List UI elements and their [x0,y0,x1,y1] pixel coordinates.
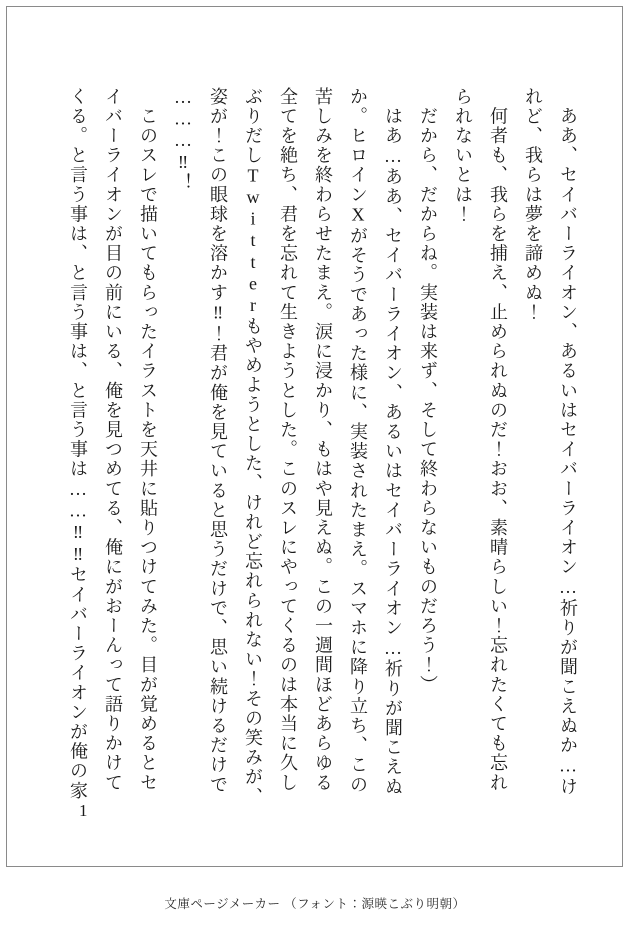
text-line: くる。と言う事は、と言う事は、と言う事は……‼‼セイバーライオンが俺の家 [68,87,88,801]
text-line: 何者も、我らを捕え、止められぬのだ！おお、素晴らしい！忘れたくても忘れ [488,87,508,793]
text-line: はあ…ああ、セイバーライオン、あるいはセイバーライオン…祈りが聞こえぬ [383,87,403,797]
footer-credit-label: 文庫ページメーカー （フォント：源暎こぶり明朝） [164,897,466,911]
text-line: だから、だからね。実装は来ず、そして終わらないものだろう！） [418,87,438,695]
text-line: ぶりだしTwitterもやめようとした、けれど忘れられない！その笑みが、 [243,87,263,807]
text-line: イバーライオンが目の前にいる、俺を見つめてる、俺にがおーんって語りかけて [103,87,123,793]
text-line: このスレで描いてもらったイラストを天井に貼りつけてみた。目が覚めるとセ [138,87,158,793]
page-number: 1 [79,801,88,820]
text-line: か。ヒロインXがそうであった様に、実装されたまえ。スマホに降り立ち、この [348,87,368,795]
vertical-text-area [60,87,585,807]
text-line: れど、我らは夢を諦めぬ！ [523,87,543,323]
text-line: 姿が！この眼球を溶かす‼！君が俺を見ていると思うだけで、思い続けるだけで [208,87,228,795]
text-line: ああ、セイバーライオン、あるいはセイバーライオン…祈りが聞こえぬか…け [558,87,578,797]
text-line: 全てを絶ち、君を忘れて生きようとした。このスレにやってくるのは本当に久し [278,87,298,793]
text-line: 苦しみを終わらせたまえ。涙に浸かり、もはや見えぬ。この一週間ほどあらゆる [313,87,333,793]
text-line: ………‼！ [173,87,193,193]
text-line: られないとは！ [453,87,473,225]
